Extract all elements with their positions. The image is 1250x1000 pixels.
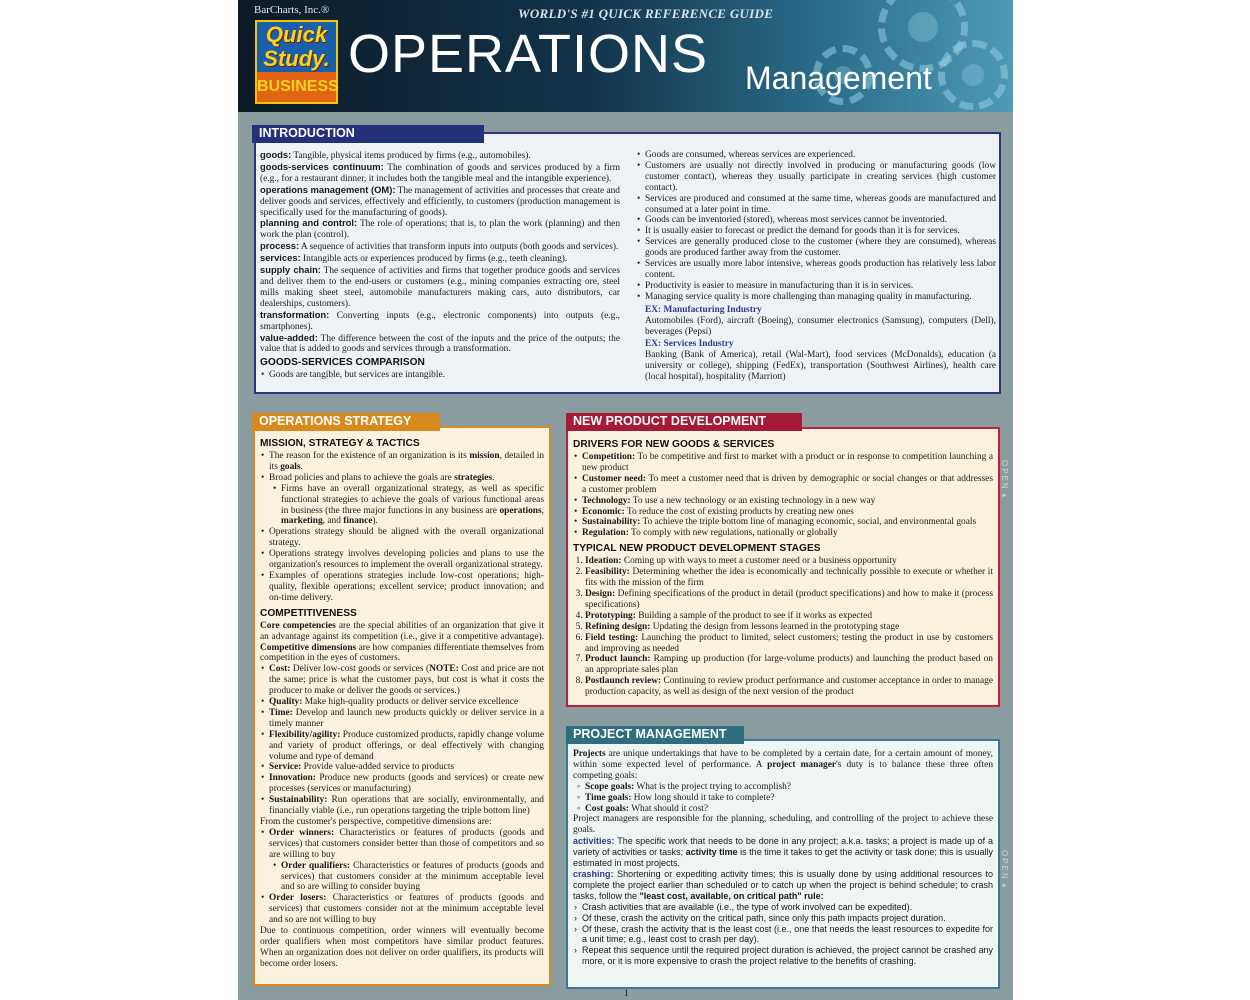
definition-item (260, 162, 620, 185)
definition-term: goods: (260, 149, 292, 160)
example-text: Banking (Bank of America), retail (Wal-Mart), food services (McDonalds), education (a university or college), shipping (FedEx), transportation (Southwest Airlines), health care (local hospital), hospitality (Marriott) (645, 350, 996, 383)
definition-item (260, 185, 620, 219)
list-item: 2. Feasibility: Determining whether the idea is economically and technically possible to execute or whether it fits with the mission of the firm (585, 567, 993, 589)
list-item: • Technology: To use a new technology or an existing technology in a new way (582, 496, 993, 507)
definition-text: Tangible, physical items produced by firms (e.g., automobiles). (291, 151, 531, 161)
list-item: • Services are produced and consumed at the same time, whereas goods are manufactured and consumed at a later point in time. (645, 194, 996, 216)
list-item: • Customers are usually not directly involved in producing or manufacturing goods (low customer contact), whereas they usually participate in creating services (high customer contact). (645, 161, 996, 194)
list-item: 6. Field testing: Launching the product to limited, select customers; testing the product in use by customers and improving as needed (585, 633, 993, 655)
stages-list (573, 556, 993, 698)
definition-term: value-added: (260, 331, 318, 343)
definition-item (260, 265, 620, 310)
definition-term: supply chain: (260, 264, 321, 276)
reference-sheet (238, 0, 1013, 1000)
list-item: • Flexibility/agility: Produce customized products, rapidly change volume and variety of product offerings, or deal effectively with changing volume and type of demand (269, 730, 544, 763)
definition-text: The management of activities and processes that create and deliver goods and services, effectively and efficiently, to customers (production management is specifically used for the manufacturing of goods). (260, 185, 620, 218)
list-item: • Productivity is easier to measure in manufacturing than it is in services. (645, 281, 996, 292)
list-item: • Broad policies and plans to achieve the goals are strategies. • Firms have an overall organizational strategy, as well as specific functional strategies to achieve the goals of various functional areas in business (the three major functions in any business are operations, marketing, and finance). (269, 473, 544, 528)
list-item: ◦ Cost goals: What should it cost? (585, 804, 993, 815)
definition-text: Converting inputs (e.g., electronic components) into outputs (e.g., smartphones). (260, 310, 620, 332)
definition-text: The combination of goods and services produced by a firm (e.g., for a restaurant dinner, it includes both the tangible meal and the intangible experience). (260, 162, 620, 184)
sub-list (269, 861, 544, 894)
list-item: 7. Product launch: Ramping up production (for large-volume products) and launching the product based on an appropriate sales plan (585, 654, 993, 676)
new-product-development-heading: NEW PRODUCT DEVELOPMENT (566, 413, 802, 431)
page-subtitle: Management (745, 60, 932, 96)
comparison-heading: GOODS-SERVICES COMPARISON (260, 357, 425, 369)
list-item: • Order winners: Characteristics or features of products (goods and services) that customers consider better than those of competitors and so are willing to buy • Order qualifiers: Characteristics or features of products (goods and services) that customers consider at the minimum acceptable level and so are willing to consider buying (269, 828, 544, 893)
list-item: 5. Refining design: Updating the design from lessons learned in the prototyping stage (585, 622, 993, 633)
list-item: • The reason for the existence of an organization is its mission, detailed in its goals. (269, 451, 544, 473)
tagline: WORLD'S #1 QUICK REFERENCE GUIDE (518, 6, 774, 21)
list-item: • Order losers: Characteristics or features of products (goods and services) that customers consider not at the minimum acceptable level and so are not willing to buy (269, 893, 544, 926)
list-item: • Managing service quality is more challenging than managing quality in manufacturing. (645, 292, 996, 303)
sub-list (269, 484, 544, 528)
list-item: › Crash activities that are available (i.e., the type of work involved can be expedited). (582, 902, 993, 913)
side-open-mark: OPEN▸ (1000, 850, 1009, 892)
stages-heading: TYPICAL NEW PRODUCT DEVELOPMENT STAGES (573, 543, 821, 555)
definition-item (260, 241, 620, 253)
list-item: 3. Design: Defining specifications of the product in detail (product specifications) and how to make it (process specifications) (585, 589, 993, 611)
crashing-definition: crashing: Shortening or expediting activity times; this is usually done by using additional resources to complete the project earlier than scheduled or to catch up when the project is behind schedule; to crash tasks, follow the "least cost, available, on critical path" rule: (573, 868, 993, 901)
definition-text: The role of operations; that is, to plan the work (planning) and then work the plan (control). (260, 219, 621, 241)
logo-line-2: Study. (263, 46, 330, 71)
definition-term: planning and control: (260, 217, 358, 229)
list-item: ◦ Scope goals: What is the project trying to accomplish? (585, 782, 993, 793)
activities-definition: activities: The specific work that needs to be done in any project; a.k.a. tasks; a project is made up of a variety of activities or tasks; activity time is the time it takes to get the activity or task done; this is usually estimated in most projects. (573, 836, 993, 869)
mission-heading: MISSION, STRATEGY & TACTICS (260, 438, 420, 449)
list-item: • Cost: Deliver low-cost goods or services (NOTE: Cost and price are not the same; price is what the customer pays, but cost is what it costs the producer to make or deliver the goods or services.) (269, 664, 544, 697)
definition-term: services: (260, 252, 301, 264)
comparison-list (260, 370, 620, 381)
list-item: • Sustainability: To achieve the triple bottom line of managing economic, social, and environmental goals (582, 517, 993, 528)
introduction-definitions (260, 150, 620, 381)
example-text: Automobiles (Ford), aircraft (Boeing), consumer electronics (Samsung), computers (Dell), beverages (Pepsi) (645, 315, 996, 337)
list-item: • Firms have an overall organizational strategy, as well as specific functional strategies to achieve the goals of various functional areas in business (the three major functions in any business are operations, marketing, and finance). (281, 484, 544, 528)
list-item: ◦ Time goals: How long should it take to complete? (585, 793, 993, 804)
publisher-name: BarCharts, Inc.® (254, 4, 330, 16)
list-item: • Operations strategy involves developing policies and plans to use the organization's resources to implement the overall organizational strategy. (269, 549, 544, 571)
definition-text: Intangible acts or experiences produced by firms (e.g., teeth cleaning). (300, 254, 568, 265)
definition-term: goods-services continuum: (260, 160, 384, 172)
definition-item (260, 218, 620, 241)
list-item: • Operations strategy should be aligned with the overall organizational strategy. (269, 527, 544, 549)
crashing-rules (573, 902, 993, 967)
new-product-development-panel (566, 427, 1000, 707)
drivers-heading: DRIVERS FOR NEW GOODS & SERVICES (573, 439, 775, 450)
definition-text: The sequence of activities and firms that together produce goods and services and deliver them to the end-users or customers (e.g., mining companies extracting ore, steel mills making sheet steel, automobile manufacturers making cars, auto distributors, car dealerships, customers). (260, 266, 620, 309)
list-item: • Goods are tangible, but services are intangible. (269, 370, 620, 381)
list-item: • It is usually easier to forecast or predict the demand for goods than it is for services. (645, 226, 996, 237)
definition-term: process: (260, 240, 300, 252)
list-item: 1. Ideation: Coming up with ways to meet a customer need or a business opportunity (585, 556, 993, 567)
competitiveness-heading: COMPETITIVENESS (260, 607, 357, 619)
definition-term: transformation: (260, 308, 330, 320)
order-list (260, 828, 544, 926)
list-item: • Quality: Make high-quality products or deliver service excellence (269, 697, 544, 708)
list-item: • Customer need: To meet a customer need that is driven by demographic or social changes or that addresses a customer problem (582, 474, 993, 496)
example-heading: EX: Manufacturing Industry (645, 304, 762, 315)
comparison-list (636, 150, 996, 303)
list-item: 8. Postlaunch review: Continuing to review product performance and customer acceptance in order to manage production capacity, as well as design of the next version of the product (585, 676, 993, 698)
header-banner (238, 0, 1013, 112)
list-item: • Services are usually more labor intensive, whereas goods production has relatively less labor content. (645, 259, 996, 281)
logo-line-3: BUSINESS (257, 72, 336, 102)
drivers-list (573, 452, 993, 539)
introduction-comparison (636, 150, 996, 383)
responsibility-text: Project managers are responsible for the planning, scheduling, and controlling of the project to achieve these goals. (573, 814, 993, 836)
customer-perspective: From the customer's perspective, competitive dimensions are: (260, 817, 492, 827)
introduction-heading: INTRODUCTION (252, 125, 484, 143)
project-management-panel (566, 739, 1000, 989)
list-item: • Regulation: To comply with new regulations, nationally or globally (582, 528, 993, 539)
competitiveness-intro: Core competencies are the special abilities of an organization that give it an advantage against its competition (i.e., give it a competitive advantage). Competitive dimensions are how companies differentiate themselves from competition in the eyes of customers. (260, 620, 544, 664)
list-item: • Goods can be inventoried (stored), whereas most services cannot be inventoried. (645, 215, 996, 226)
list-item: • Time: Develop and launch new products quickly or deliver service in a timely manner (269, 708, 544, 730)
list-item: • Competition: To be competitive and first to market with a product or in response to competition launching a new product (582, 452, 993, 474)
quickstudy-logo (255, 20, 338, 104)
operations-strategy-heading: OPERATIONS STRATEGY (252, 413, 440, 431)
dimensions-list (260, 664, 544, 817)
mission-list (260, 451, 544, 604)
definition-item (260, 333, 620, 356)
project-management-heading: PROJECT MANAGEMENT (566, 726, 744, 744)
definition-text: A sequence of activities that transform inputs into outputs (both goods and services). (299, 242, 619, 253)
list-item: 4. Prototyping: Building a sample of the product to see if it works as expected (585, 611, 993, 622)
list-item: › Of these, crash the activity on the critical path, since only this path impacts project duration. (582, 913, 993, 924)
projects-intro: Projects are unique undertakings that have to be completed by a certain date, for a certain amount of money, within some expected level of performance. A project manager's duty is to balance these three often competing goals: (573, 749, 994, 781)
list-item: • Economic: To reduce the cost of existing products by creating new ones (582, 507, 993, 518)
gear-icon (938, 40, 1008, 110)
closing-paragraph: Due to continuous competition, order winners will eventually become order qualifiers when most competitors have similar product features. When an organization does not deliver on order qualifiers, its products will become order losers. (260, 926, 544, 969)
list-item: • Innovation: Produce new products (goods and services) or create new processes (services or manufacturing) (269, 773, 544, 795)
list-item: › Repeat this sequence until the required project duration is achieved, the project cannot be crashed any more, or it is more expensive to crash the project relative to the benefits of crashing. (582, 945, 993, 967)
list-item: • Service: Provide value-added service to products (269, 762, 544, 773)
list-item: • Services are generally produced close to the customer (where they are consumed), whereas goods are produced farther away from the customer. (645, 237, 996, 259)
introduction-panel (254, 132, 1001, 394)
page-title: OPERATIONS (348, 24, 709, 84)
operations-strategy-panel (253, 426, 551, 986)
definition-text: The difference between the cost of the inputs and the price of the outputs; the value that is added to goods and services through a transformation. (260, 333, 620, 355)
list-item: • Goods are consumed, whereas services are experienced. (645, 150, 996, 161)
definition-item (260, 310, 620, 333)
goals-list (573, 782, 993, 815)
page-number: 1 (624, 988, 629, 998)
example-heading: EX: Services Industry (645, 339, 734, 350)
definition-term: operations management (OM): (260, 183, 396, 195)
list-item: • Examples of operations strategies include low-cost operations; high-quality, flexible operations; excellent service; product innovation; and on-time delivery. (269, 571, 544, 604)
list-item: • Sustainability: Run operations that are socially, environmentally, and financially viable (i.e., run operations targeting the triple bottom line) (269, 795, 544, 817)
side-open-mark: OPEN▸ (1000, 460, 1009, 502)
logo-line-1: Quick (265, 22, 328, 47)
list-item: › Of these, crash the activity that is the least cost (i.e., one that needs the least resources to expedite for a unit time; e.g., least cost to crash per day). (582, 924, 993, 946)
list-item: • Order qualifiers: Characteristics or features of products (goods and services) that customers consider at the minimum acceptable level and so are willing to consider buying (281, 861, 544, 894)
